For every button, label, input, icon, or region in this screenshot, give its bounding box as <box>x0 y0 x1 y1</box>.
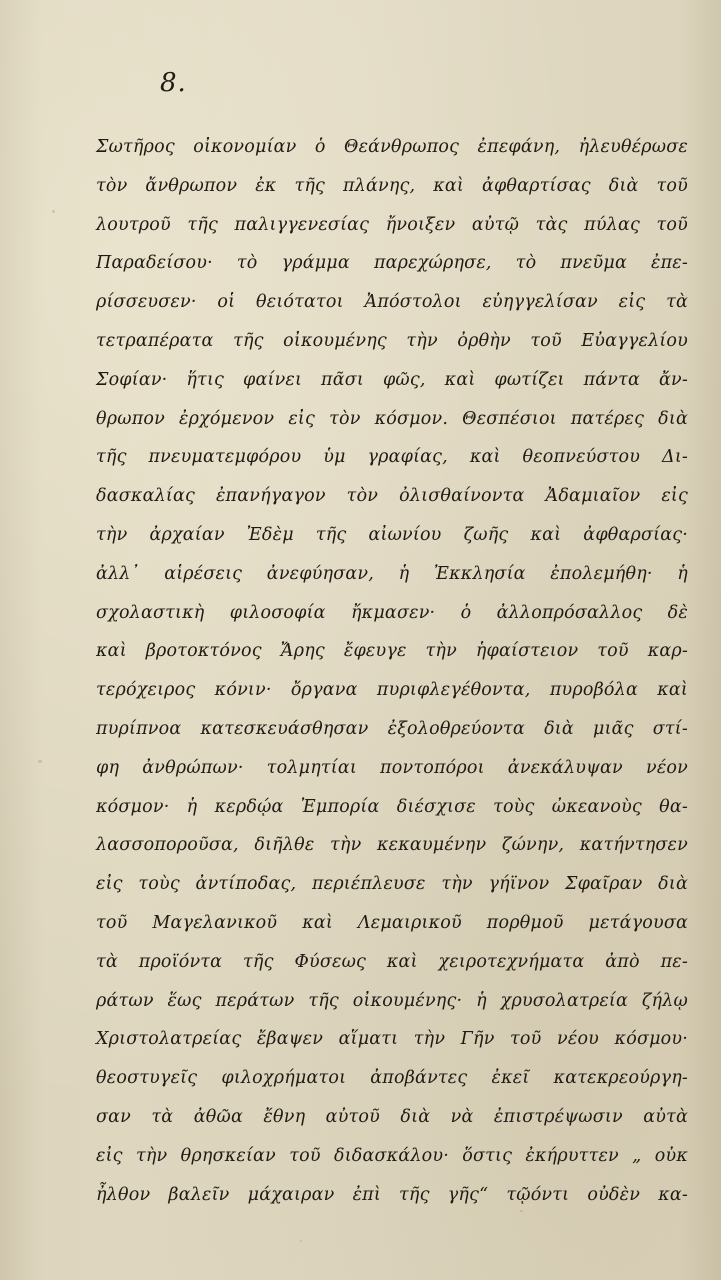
text-line: καὶ βροτοκτόνος Ἄρης ἔφευγε τὴν ἡφαίστειον τοῦ καρ- <box>96 641 688 662</box>
text-line: θρωπον ἐρχόμενον εἰς τὸν κόσμον. Θεσπέσιοι πατέρες διὰ <box>96 408 688 429</box>
text-line: Χριστολατρείας ἔβαψεν αἵματι τὴν Γῆν τοῦ νέου κόσμου· <box>96 1029 688 1050</box>
text-line: τερόχειρος κόνιν· ὄργανα πυριφλεγέθοντα, πυροβόλα καὶ <box>96 680 688 701</box>
text-line: τετραπέρατα τῆς οἰκουμένης τὴν ὀρθὴν τοῦ Εὐαγγελίου <box>96 330 688 351</box>
text-line: Παραδείσου· τὸ γράμμα παρεχώρησε, τὸ πνεῦμα ἐπε- <box>96 253 688 274</box>
text-line: τὰ προϊόντα τῆς Φύσεως καὶ χειροτεχνήματα ἀπὸ πε- <box>96 951 688 972</box>
text-line: Σοφίαν· ἥτις φαίνει πᾶσι φῶς, καὶ φωτίζει πάντα ἄν- <box>96 369 688 390</box>
text-line: ρίσσευσεν· οἱ θειότατοι Ἀπόστολοι εὐηγγελίσαν εἰς τὰ <box>96 292 688 313</box>
text-line: κόσμον· ἡ κερδῴα Ἐμπορία διέσχισε τοὺς ὠκεανοὺς θα- <box>96 796 688 817</box>
text-line: τὴν ἀρχαίαν Ἐδὲμ τῆς αἰωνίου ζωῆς καὶ ἀφθαρσίας· <box>96 524 688 545</box>
text-line: εἰς τοὺς ἀντίποδας, περιέπλευσε τὴν γήϊνον Σφαῖραν διὰ <box>96 874 688 895</box>
text-line: λασσοποροῦσα, διῆλθε τὴν κεκαυμένην ζώνην, κατήντησεν <box>96 835 688 856</box>
text-line: εἰς τὴν θρησκείαν τοῦ διδασκάλου· ὅστις ἐκήρυττεν „ οὐκ <box>96 1145 688 1166</box>
text-line: σχολαστικὴ φιλοσοφία ἤκμασεν· ὁ ἀλλοπρόσαλλος δὲ <box>96 602 688 623</box>
text-line: φη ἀνθρώπων· τολμητίαι ποντοπόροι ἀνεκάλυψαν νέον <box>96 757 688 778</box>
text-line: πυρίπνοα κατεσκευάσθησαν ἐξολοθρεύοντα διὰ μιᾶς στί- <box>96 718 688 739</box>
paper-speck <box>52 210 55 213</box>
body-text <box>96 128 688 1214</box>
paper-speck <box>38 760 42 763</box>
text-line: λουτροῦ τῆς παλιγγενεσίας ἤνοιξεν αὐτῷ τὰς πύλας τοῦ <box>96 214 688 235</box>
text-line: Σωτῆρος οἰκονομίαν ὁ Θεάνθρωπος ἐπεφάνη, ἠλευθέρωσε <box>96 137 688 157</box>
text-line: τὸν ἄνθρωπον ἐκ τῆς πλάνης, καὶ ἀφθαρτίσας διὰ τοῦ <box>96 175 688 196</box>
text-line: δασκαλίας ἐπανήγαγον τὸν ὀλισθαίνοντα Ἀδαμιαῖον εἰς <box>96 486 688 507</box>
text-line: τῆς πνευματεμφόρου ὑμ γραφίας, καὶ θεοπνεύστου Δι- <box>96 447 688 468</box>
text-line: σαν τὰ ἀθῶα ἔθνη αὐτοῦ διὰ νὰ ἐπιστρέψωσιν αὐτὰ <box>96 1106 688 1127</box>
page-number: 8. <box>160 68 187 98</box>
text-line: ἀλλ᾽ αἱρέσεις ἀνεφύησαν, ἡ Ἐκκλησία ἐπολεμήθη· ἡ <box>96 563 688 584</box>
text-line: τοῦ Μαγελανικοῦ καὶ Λεμαιρικοῦ πορθμοῦ μετάγουσα <box>96 912 688 933</box>
text-line: ἦλθον βαλεῖν μάχαιραν ἐπὶ τῆς γῆς“ τῷόντι οὐδὲν κα- <box>96 1184 688 1205</box>
text-line: ράτων ἕως περάτων τῆς οἰκουμένης· ἡ χρυσολατρεία ζήλῳ <box>96 990 688 1011</box>
paper-speck <box>300 1240 302 1242</box>
text-line: θεοστυγεῖς φιλοχρήματοι ἀποβάντες ἐκεῖ κατεκρεούργη- <box>96 1068 688 1089</box>
